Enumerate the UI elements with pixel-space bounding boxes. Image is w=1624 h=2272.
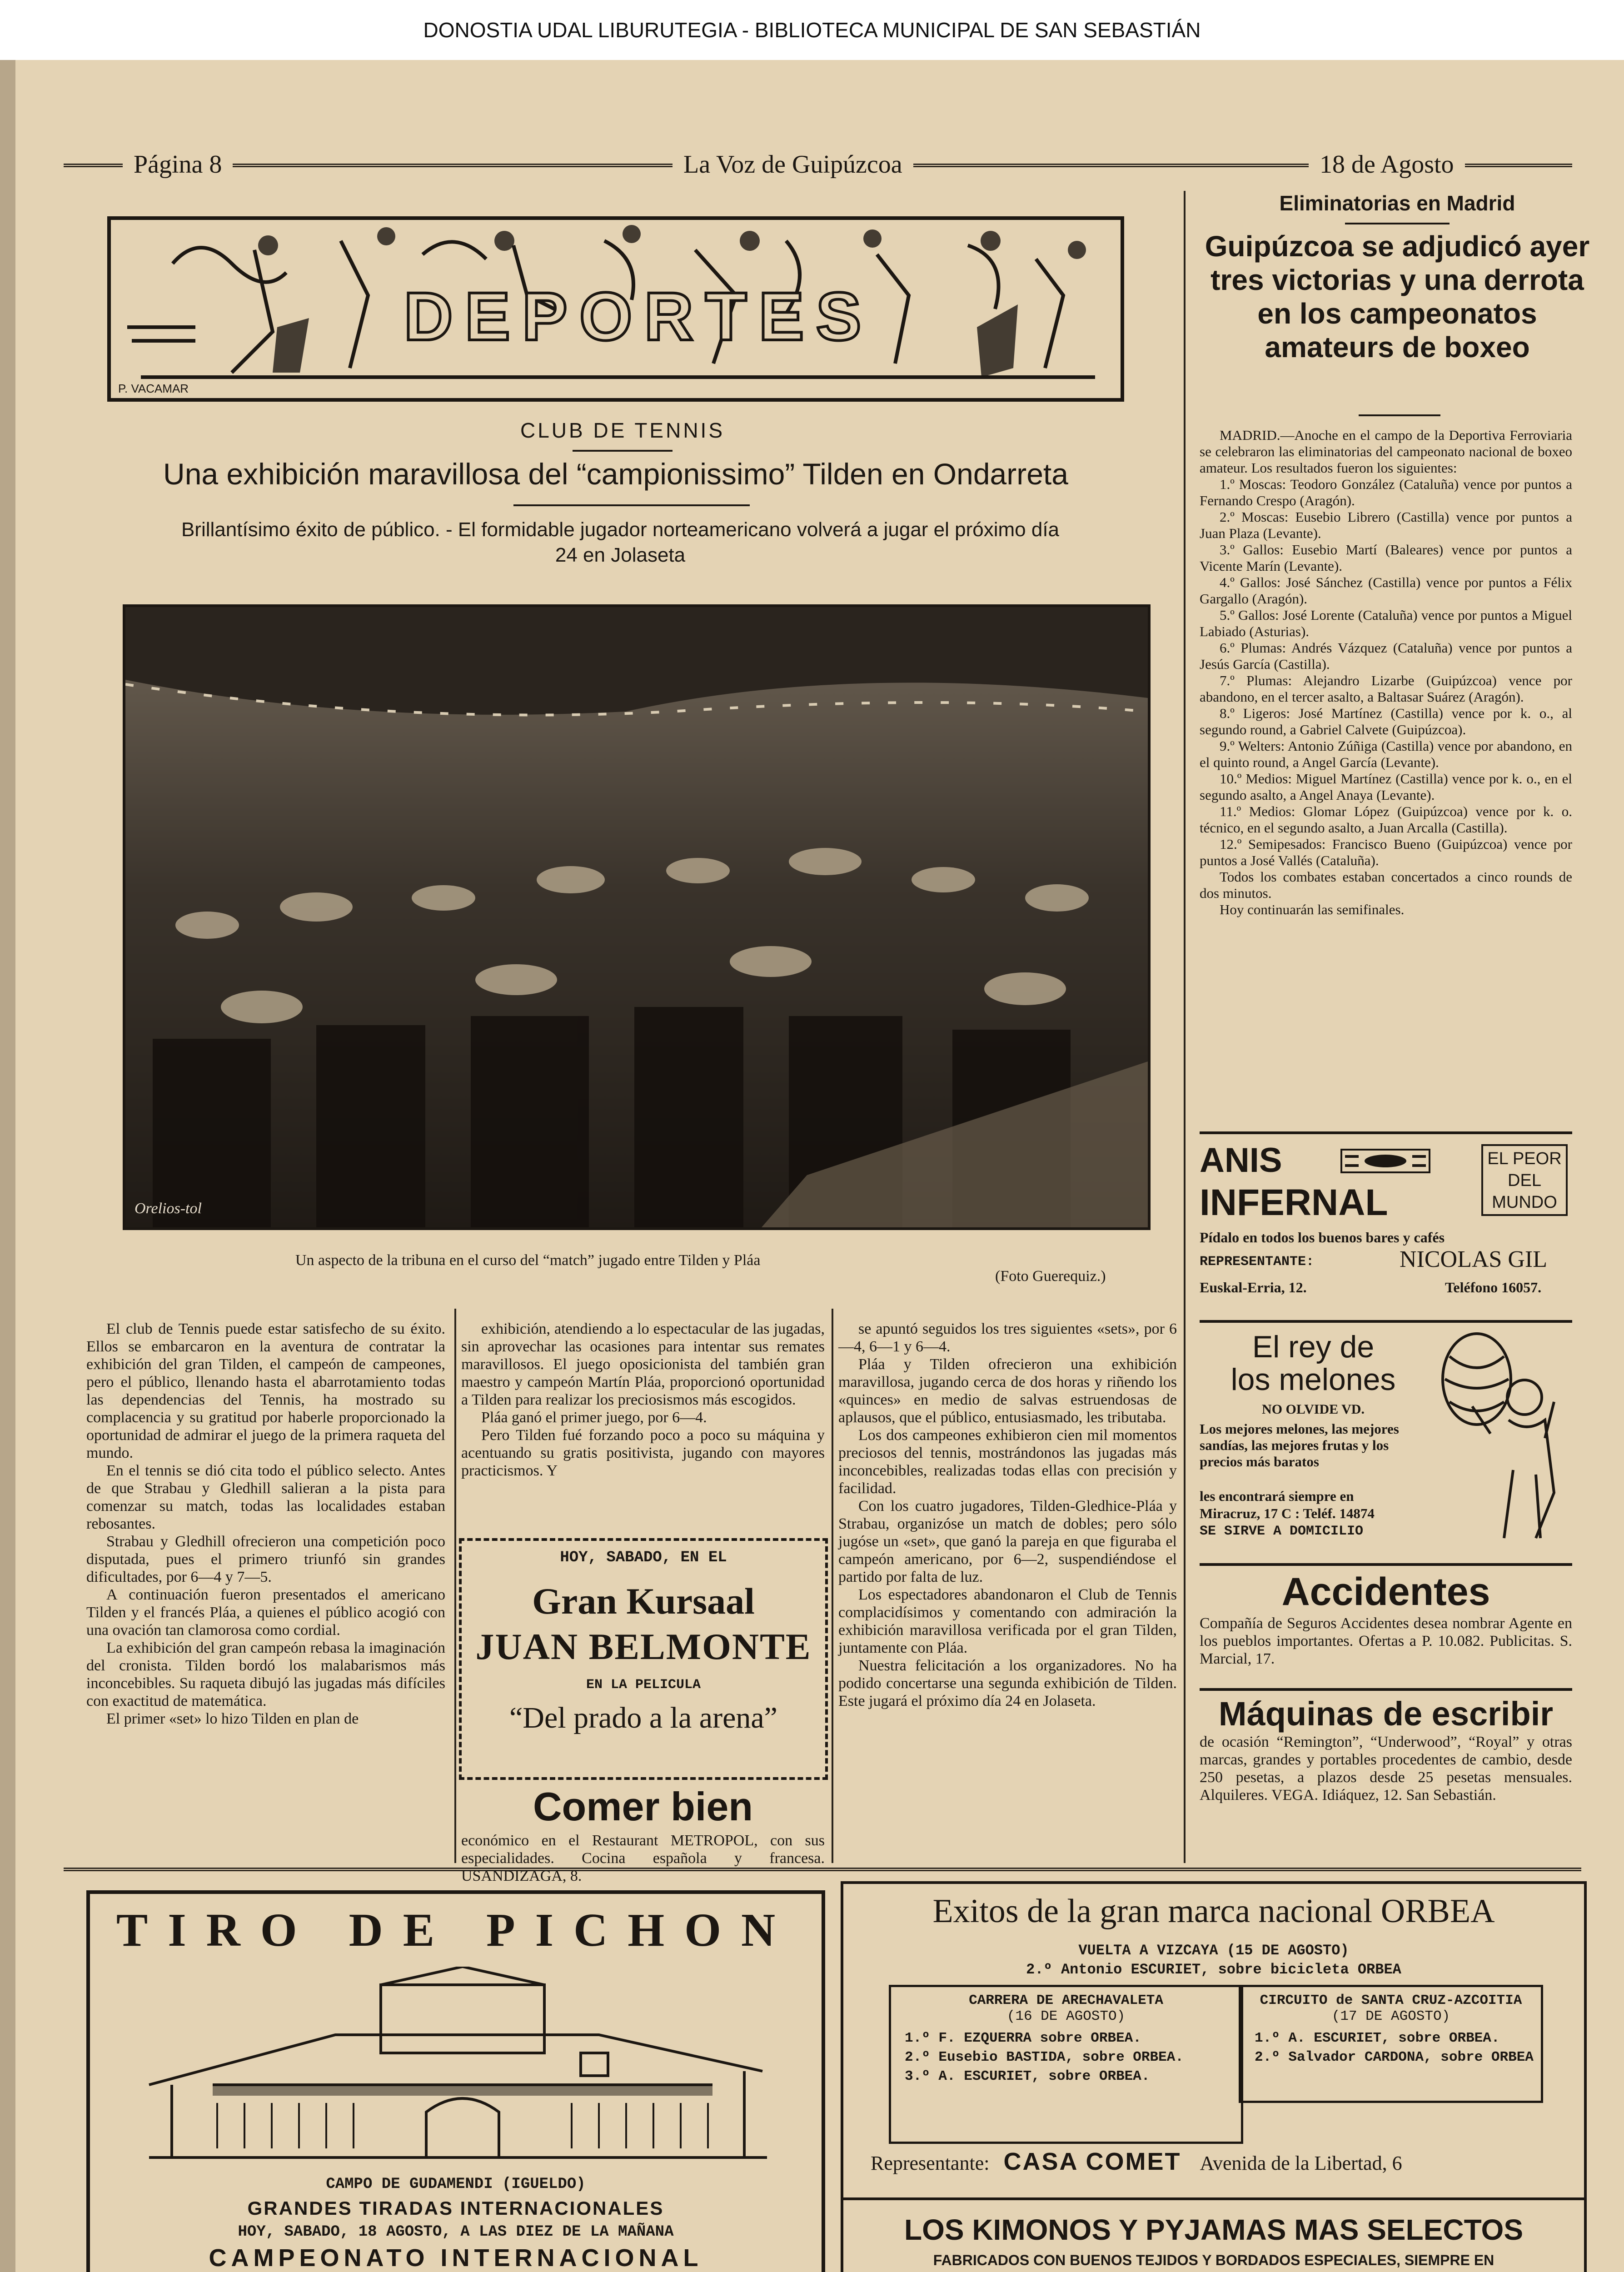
tennis-subhead: Brillantísimo éxito de público. - El formidable jugador norteamericano volverá a jugar el próximo día 24 en Jolaseta: [181, 518, 1060, 566]
kimonos-line2: FABRICADOS CON BUENOS TEJIDOS Y BORDADOS ESPECIALES, SIEMPRE EN: [933, 2252, 1494, 2268]
article-paragraph: Con los cuatro jugadores, Tilden-Gledhice-Pláa y Strabau, organizóse un match de dobles; pero sólo jugóse un «set», que ganó la pareja en que figuraba el campeón americano, por 6—2, suspendiéndose el partido por falta de luz.: [838, 1498, 1177, 1585]
orbea-arechavaleta-box: [889, 1985, 1243, 2144]
article-paragraph: Strabau y Gledhill ofrecieron una competición poco disputada, pues el primero triunfó sin grandes dificultades, por 6—4 y 7—5.: [86, 1533, 445, 1585]
boxing-divider: [1345, 223, 1450, 224]
orbea-ad: [841, 1881, 1587, 2200]
orbea-result-row: 3.º A. ESCURIET, sobre ORBEA.: [905, 2068, 1150, 2084]
photo-credit-mark: Orelios-tol: [135, 1200, 202, 1217]
orbea-rep-name: CASA COMET: [1003, 2148, 1181, 2175]
accidentes-text: Compañía de Seguros Accidentes desea nombrar Agente en los pueblos importantes. Ofertas a P. 10.082. Publicitas. S. Marcial, 17.: [1200, 1615, 1572, 1667]
orbea-left-title: CARRERA DE ARECHAVALETA: [969, 1993, 1163, 2008]
photo-caption-credit: (Foto Guerequiz.): [995, 1268, 1106, 1285]
kursaal-ad: [459, 1538, 828, 1780]
kursaal-star: JUAN BELMONTE: [475, 1626, 812, 1667]
deportes-banner: [105, 214, 1127, 404]
boxing-headline: Guipúzcoa se adjudicó ayer tres victorias y una derrota en los campeonatos amateurs de boxeo: [1205, 230, 1590, 364]
article-paragraph: Los dos campeones exhibieron cien mil momentos preciosos del tennis, mostrándonos las jugadas más inconcebibles, realizadas todas ellas con precisión y facilidad.: [838, 1427, 1177, 1497]
tennis-article-col2: [461, 1320, 825, 1480]
anis-rep-name: NICOLAS GIL: [1400, 1246, 1547, 1272]
article-paragraph: Nuestra felicitación a los organizadores. No ha podido concertarse una segunda exhibición de Tilden. Este jugará el próximo día 24 en Jolaseta.: [838, 1657, 1177, 1709]
ad-rule: [1200, 1131, 1572, 1134]
orbea-result-row: 2.º Eusebio BASTIDA, sobre ORBEA.: [905, 2049, 1184, 2065]
article-paragraph: La exhibición del gran campeón rebasa la imaginación del cronista. Tilden bordó los malabarismos más inconcebibles. Su raqueta dibujó las jugadas más difíciles con exactitud de matemática.: [86, 1639, 445, 1709]
maquinas-title: Máquinas de escribir: [1218, 1695, 1554, 1733]
article-paragraph: exhibición, atendiendo a lo espectacular de las jugadas, sin aprovechar las ocasiones para intentar sus remates maravillosos. El juego oposicionista del también gran maestro y campeón Martín Pláa, proporcionó oportunidad a Tilden para realizar los preciosismos más escogidos.: [461, 1320, 825, 1408]
archive-banner: DONOSTIA UDAL LIBURUTEGIA - BIBLIOTECA MUNICIPAL DE SAN SEBASTIÁN: [0, 0, 1624, 60]
newspaper-name: La Voz de Guipúzcoa: [673, 150, 913, 179]
orbea-result-row: 1.º F. EZQUERRA sobre ORBEA.: [905, 2030, 1141, 2046]
article-paragraph: Los espectadores abandonaron el Club de Tennis complacidísimos y comentando con admiración la exhibición maravillosa verificada por el gran Tilden, juntamente con Pláa.: [838, 1586, 1177, 1656]
article-paragraph: Pero Tilden fué forzando poco a poco su máquina y acentuando su gratis positivista, jugando con mayores practicismos. Y: [461, 1427, 825, 1479]
kimonos-line1: LOS KIMONOS Y PYJAMAS MAS SELECTOS: [904, 2213, 1524, 2246]
article-paragraph: se apuntó seguidos los tres siguientes «sets», por 6—4, 6—1 y 6—4.: [838, 1320, 1177, 1355]
orbea-left-date: (16 DE AGOSTO): [1006, 2008, 1126, 2024]
boxing-paragraph: Todos los combates estaban concertados a cinco rounds de dos minutos.: [1200, 869, 1572, 901]
kursaal-title: Gran Kursaal: [532, 1580, 755, 1622]
orbea-rep-address: Avenida de la Libertad, 6: [1200, 2152, 1402, 2174]
comer-bien-title: Comer bien: [533, 1784, 753, 1829]
orbea-right-title: CIRCUITO de SANTA CRUZ-AZCOITIA: [1260, 1993, 1522, 2008]
orbea-result-row: 2.º Salvador CARDONA, sobre ORBEA: [1255, 2049, 1534, 2065]
article-paragraph: A continuación fueron presentados el americano Tilden y el francés Pláa, a quienes el público acogió con una ovación tan clamorosa como cordial.: [86, 1586, 445, 1639]
tiro-event: GRANDES TIRADAS INTERNACIONALES: [247, 2197, 664, 2219]
ad-rule: [1200, 1688, 1572, 1691]
article-paragraph: Pláa ganó el primer juego, por 6—4.: [481, 1409, 707, 1426]
article-paragraph: El primer «set» lo hizo Tilden en plan de: [106, 1710, 359, 1727]
tennis-article-col1: [86, 1320, 445, 1728]
banner-signature: P. VACAMAR: [118, 382, 189, 395]
boxing-result: 4.º Gallos: José Sánchez (Castilla) vence por puntos a Félix Gargallo (Aragón).: [1200, 574, 1572, 607]
ad-rule: [1200, 1563, 1572, 1566]
boxing-result: 10.º Medios: Miguel Martínez (Castilla) vence por k. o., en el segundo asalto, a Angel Anaya (Levante).: [1200, 771, 1572, 803]
melones-delivery: SE SIRVE A DOMICILIO: [1200, 1524, 1364, 1539]
melones-ad: [1200, 1320, 1572, 1565]
melones-address: Miracruz, 17 C : Teléf. 14874: [1200, 1505, 1375, 1521]
ads-frame-rule: [64, 1868, 1581, 1871]
comer-bien-text: económico en el Restaurant METROPOL, con sus especialidades. Cocina española y francesa. USANDIZAGA, 8.: [461, 1832, 825, 1884]
kursaal-line1: HOY, SABADO, EN EL: [560, 1549, 727, 1566]
accidentes-ad: [1200, 1563, 1572, 1668]
anis-rep-label: REPRESENTANTE:: [1200, 1254, 1315, 1270]
anis-brand-infernal: INFERNAL: [1200, 1182, 1388, 1223]
deportes-logo: DEPORTES: [404, 278, 873, 354]
orbea-representative: [871, 2147, 1575, 2176]
anis-ornament-icon: [1342, 1151, 1429, 1171]
boxing-result: 11.º Medios: Glomar López (Guipúzcoa) vence por k. o. técnico, en el segundo asalto, a Juan Arcalla (Castilla).: [1200, 803, 1572, 836]
orbea-vuelta-result: 2.º Antonio ESCURIET, sobre bicicleta ORBEA: [1026, 1961, 1401, 1978]
article-paragraph: Pláa y Tilden ofrecieron una exhibición maravillosa, jugando cerca de dos horas y riñendo los «quinces» en medio de salvas estruendosas de aplausos, que el público, entusiasmado, les tributaba.: [838, 1356, 1177, 1426]
headline-divider: [513, 504, 750, 506]
boxing-kicker: Eliminatorias en Madrid: [1279, 191, 1515, 215]
tiro-venue: CAMPO DE GUDAMENDI (IGUELDO): [326, 2176, 586, 2193]
grandstand-photo-image: [125, 607, 1148, 1227]
anis-ornament: [1340, 1149, 1430, 1173]
anis-brand: ANIS: [1200, 1141, 1282, 1180]
accidentes-title: Accidentes: [1281, 1570, 1490, 1614]
section-divider: [573, 450, 673, 452]
tiro-date: HOY, SABADO, 18 AGOSTO, A LAS DIEZ DE LA MAÑANA: [238, 2223, 674, 2241]
grandstand-photo: [123, 604, 1151, 1230]
orbea-right-date: (17 DE AGOSTO): [1331, 2008, 1450, 2024]
page-number: Página 8: [123, 150, 233, 179]
tennis-headline: Una exhibición maravillosa del “campionissimo” Tilden en Ondarreta: [163, 457, 1068, 491]
boxing-article: [1200, 427, 1572, 918]
maquinas-text: de ocasión “Remington”, “Underwood”, “Royal” y otras marcas, grandes y portables procedentes de cambio, desde 250 pesetas, a plazos desde 25 pesetas mensuales. Alquileres. VEGA. Idiáquez, 12. San Sebastián.: [1200, 1734, 1572, 1804]
tiro-pichon-ad: [86, 1890, 825, 2272]
boxing-paragraph: Hoy continuarán las semifinales.: [1220, 902, 1405, 917]
melones-reminder: NO OLVIDE VD.: [1262, 1402, 1365, 1417]
orbea-right-results: [1255, 2029, 1541, 2067]
column-separator: [1184, 191, 1186, 1863]
anis-slogan: EL PEOR DEL MUNDO: [1481, 1144, 1568, 1216]
boxing-result: 6.º Plumas: Andrés Vázquez (Cataluña) vence por puntos a Jesús García (Castilla).: [1200, 640, 1572, 672]
melon-vendor-illustration: [1436, 1329, 1568, 1543]
article-paragraph: El club de Tennis puede estar satisfecho de su éxito. Ellos se embarcaron en la aventura de contratar la exhibición del gran Tilden, el campeón de campeones, pero el público, llenando hasta el abarrotamiento todas las dependencias del Tennis, ha mostrado su complacencia y su gratitud por haberle proporcionado la oportunidad de admirar el juego de la primera raqueta del mundo.: [86, 1320, 445, 1461]
boxing-result: 7.º Plumas: Alejandro Lizarbe (Guipúzcoa) vence por abandono, en el tercer asalto, a Baltasar Suárez (Aragón).: [1200, 673, 1572, 705]
kimonos-ad: [841, 2195, 1587, 2272]
column-separator: [832, 1309, 833, 1863]
boxing-paragraph: MADRID.—Anoche en el campo de la Deportiva Ferroviaria se celebraron las eliminatorias del campeonato nacional de boxeo amateur. Los resultados fueron los siguientes:: [1200, 427, 1572, 476]
tiro-title: TIRO DE PICHON: [116, 1904, 796, 1956]
anis-address: Euskal-Erria, 12.: [1200, 1279, 1307, 1295]
orbea-azcoitia-box: [1239, 1985, 1543, 2103]
boxing-result: 9.º Welters: Antonio Zúñiga (Castilla) vence por abandono, en el quinto round, a Angel García (Levante).: [1200, 738, 1572, 770]
article-paragraph: En el tennis se dió cita todo el público selecto. Antes de que Strabau y Gledhill salieran a la pista para comenzar su match, todas las localidades estaban rebosantes.: [86, 1462, 445, 1532]
orbea-vuelta: VUELTA A VIZCAYA (15 DE AGOSTO): [1078, 1942, 1349, 1959]
tiro-championship: CAMPEONATO INTERNACIONAL: [209, 2244, 703, 2272]
melones-title-1: El rey de: [1252, 1330, 1375, 1364]
melones-description: Los mejores melones, las mejores sandías, las mejores frutas y los precios más baratos: [1200, 1421, 1399, 1470]
photo-caption: Un aspecto de la tribuna en el curso del “match” jugado entre Tilden y Pláa: [295, 1252, 761, 1269]
boxing-result: 5.º Gallos: José Lorente (Cataluña) vence por puntos a Miguel Labiado (Asturias).: [1200, 607, 1572, 639]
tennis-article-col3: [838, 1320, 1177, 1710]
melones-where: les encontrará siempre en: [1200, 1488, 1354, 1504]
maquinas-ad: [1200, 1688, 1572, 1804]
section-label: CLUB DE TENNIS: [520, 419, 725, 442]
clubhouse-illustration: [144, 1967, 772, 2167]
kursaal-film-label: EN LA PELICULA: [586, 1677, 701, 1693]
ad-rule: [1200, 1320, 1572, 1323]
melones-title-2: los melones: [1230, 1362, 1396, 1397]
anis-phone: Teléfono 16057.: [1445, 1279, 1542, 1295]
boxing-result: 12.º Semipesados: Francisco Bueno (Guipúzcoa) vence por puntos a José Vallés (Cataluña).: [1200, 836, 1572, 868]
boxing-result: 8.º Ligeros: José Martínez (Castilla) vence por k. o., al segundo round, a Gabriel Calvete (Guipúzcoa).: [1200, 705, 1572, 737]
kursaal-film-title: “Del prado a la arena”: [509, 1701, 777, 1734]
boxing-result: 3.º Gallos: Eusebio Martí (Baleares) vence por puntos a Vicente Marín (Levante).: [1200, 542, 1572, 574]
anis-tagline: Pídalo en todos los buenos bares y cafés: [1200, 1229, 1445, 1246]
column-separator: [454, 1309, 456, 1863]
issue-date: 18 de Agosto: [1309, 150, 1465, 179]
boxing-result: 1.º Moscas: Teodoro González (Cataluña) vence por puntos a Fernando Crespo (Aragón).: [1200, 476, 1572, 508]
orbea-result-row: 1.º A. ESCURIET, sobre ORBEA.: [1255, 2030, 1500, 2046]
orbea-title: Exitos de la gran marca nacional ORBEA: [932, 1893, 1495, 1930]
anis-infernal-ad: [1200, 1131, 1572, 1313]
boxing-result: 2.º Moscas: Eusebio Librero (Castilla) vence por puntos a Juan Plaza (Levante).: [1200, 509, 1572, 541]
page-edge-shadow: [0, 60, 15, 2272]
orbea-rep-label: Representante:: [871, 2152, 990, 2174]
orbea-left-results: [905, 2029, 1241, 2086]
boxing-divider: [1359, 414, 1440, 416]
